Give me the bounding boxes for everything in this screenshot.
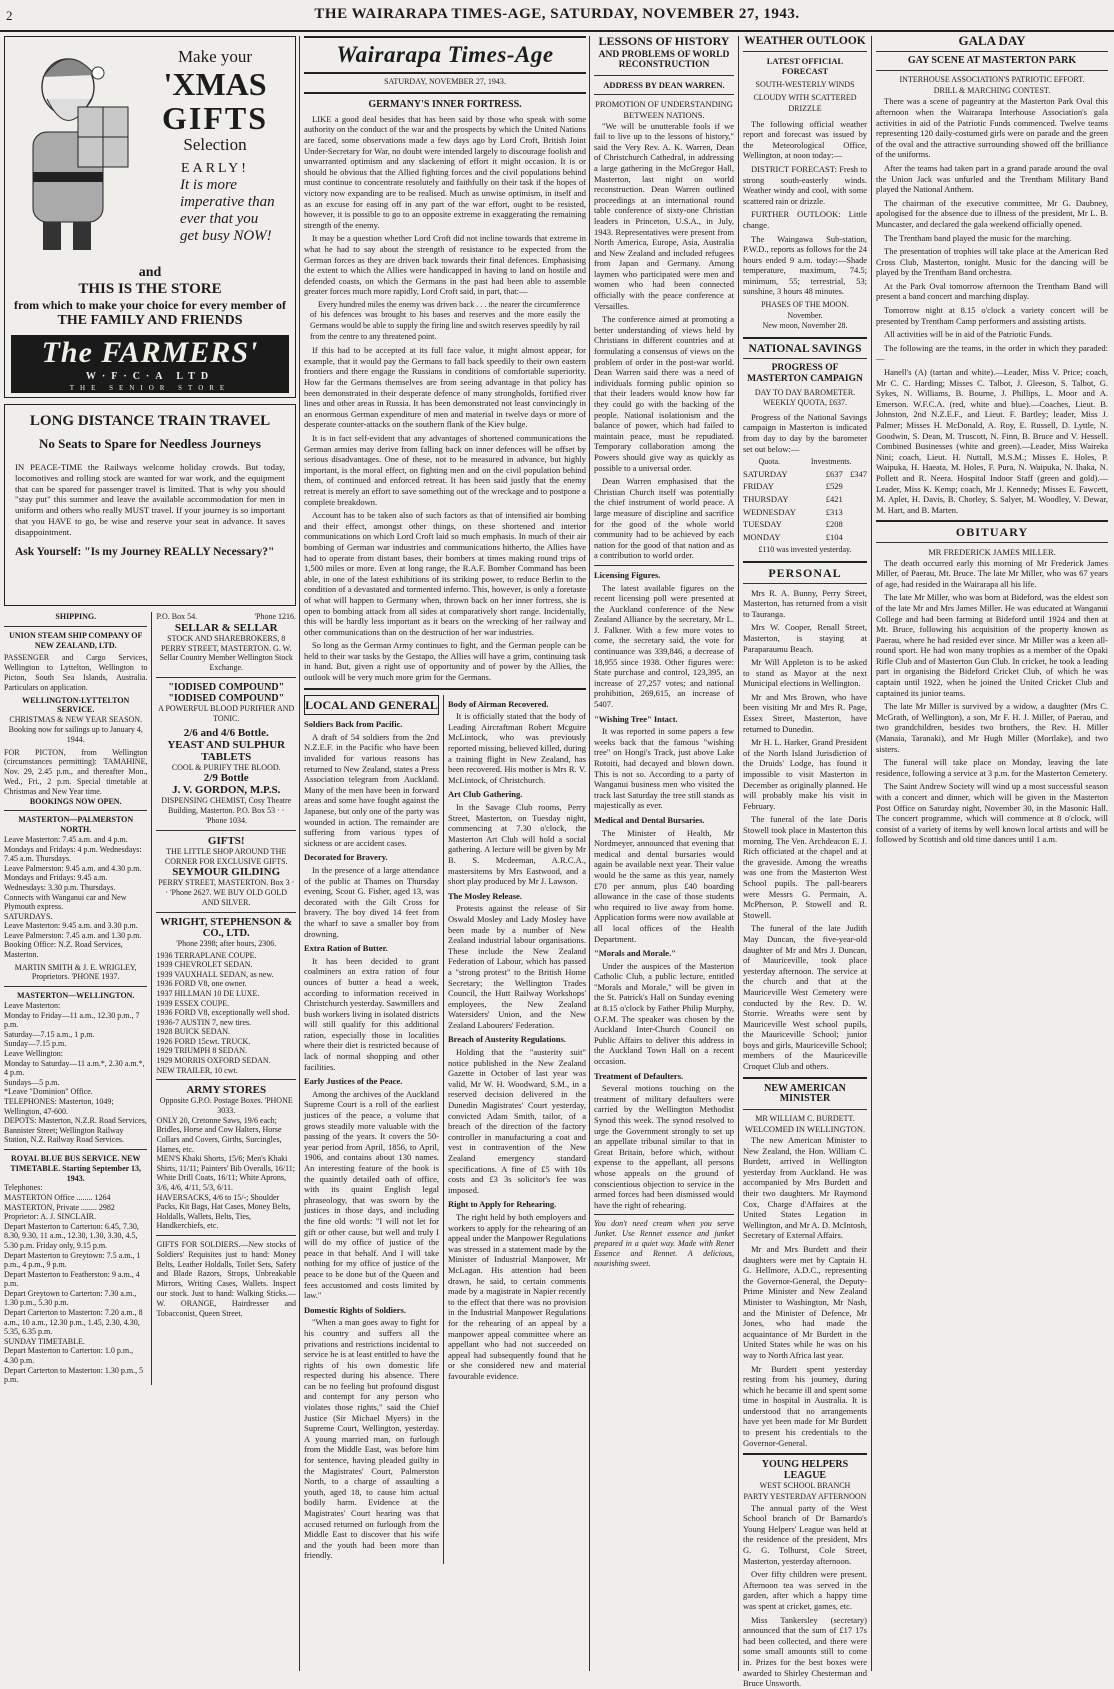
seymour-title: SEYMOUR GILDING	[172, 866, 281, 879]
local-item: Protests against the release of Sir Oswald Mosley and Lady Mosley have been made by a number of New Zealand industrial labour organisations. These include the New Zealand Federation of Labour, which has passed a "strong protest" to the British Home Secretary; the Wellington Trades Council, the Hutt Railway Workshops' employees, the New Zealand Watersiders' Union, and the New Zealand Labourers' Federation.	[448, 903, 586, 1030]
local-head: Body of Airman Recovered.	[448, 698, 549, 709]
personal-item: The funeral of the late Judith May Duncan, the five-year-old daughter of Mr and Mrs J. Duncan, of Mauriceville, took place yesterday afternoon. The service at the church and that at the Mauriceville West Cemetery were conducted by the Rev. D. W. Storrie. Wreaths were sent by Mauriceville West school pupils, the Mauriceville School; junior boys and girls, Mauriceville School; members of the Mauriceville Croquet Club and others.	[743, 923, 867, 1072]
history-para: Dean Warren emphasised that the Christian Church itself was potentially the chief instrument of world peace. A large measure of discipline and sacrifice for the good of the whole world community had to be achieved by each nation for the good of that nation and as a contribution to world order.	[594, 476, 734, 561]
minister-name: MR WILLIAM C. BURDETT.	[755, 1113, 855, 1123]
savings-day: THURSDAY	[743, 493, 789, 504]
helpers-party: PARTY YESTERDAY AFTERNOON	[743, 1492, 867, 1502]
savings-row	[743, 468, 867, 481]
savings-row	[743, 480, 867, 493]
weather-district: DISTRICT FORECAST: Fresh to strong south-easterly winds. Weather windy and cool, with some scattered rain or drizzle.	[743, 163, 867, 206]
obituary-para: The late Mr Miller is survived by a widow, a daughter (Mrs C. McGrath, of Wellington), a son, Mr F. H. J. Miller, of Paerau, and two grandchildren, besides two brothers, the Rev. H. Miller (Manaia, Taranaki), and Mr Hugh Miller (Mortlake), and two sisters.	[876, 701, 1108, 754]
cool-purify: COOL & PURIFY THE BLOOD.	[171, 762, 281, 772]
minister-title: NEW AMERICAN MINISTER	[764, 1082, 846, 1105]
local-head: Early Justices of the Peace.	[304, 1076, 403, 1087]
savings-quota-value: £421	[825, 493, 843, 504]
masthead: Wairarapa Times-Age	[336, 42, 554, 67]
savings-row	[743, 518, 867, 531]
savings-investment-value	[843, 518, 867, 531]
union-text: PASSENGER and Cargo Services, Wellington to Lyttelton, Wellington to Picton, South Sea Islands, Australia. Particulars on application.	[4, 653, 148, 692]
obituary-name: MR FREDERICK JAMES MILLER.	[928, 546, 1056, 557]
union-title: UNION STEAM SHIP COMPANY OF NEW ZEALAND, LTD.	[9, 630, 143, 650]
history-para: "We will be unutterable fools if we fail to live up to the lessons of history," said the Very Rev. A. K. Warren, Dean of Christchurch Cathedral, in addressing a large gathering in the McGregor Hall, Masterton, last night on world reconstruction. Dean Warren outlined proceedings at an international round table conference of sixty-one Christian leaders in Princeton, U.S.A., in July, 1943. Representatives were present from North America, Europe, Asia, Australia and New Zealand and included refugees from Japan and Germany. Among laymen who participated were men and women who had been connected officially with the peace conference at Versailles.	[594, 120, 734, 311]
local-head: Art Club Gathering.	[448, 789, 523, 800]
royal-blue-title: ROYAL BLUE BUS SERVICE. NEW TIMETABLE. Starting September 13, 1943.	[10, 1153, 142, 1183]
savings-quota-value: £208	[825, 519, 843, 530]
savings-quota-value: £104	[825, 531, 843, 542]
weather-substation: The Waingawa Sub-station, P.W.D., reports as follows for the 24 hours ended 9 a.m. today:—Shade temperature, maximum, 74.5; minimum, 55; terrestrial, 53; sunshine, 3 hours 48 minutes.	[743, 233, 867, 297]
wl-service: WELLINGTON-LYTTELTON SERVICE.	[22, 695, 130, 715]
savings-investment-value: £347	[850, 468, 867, 479]
editorial-para: LIKE a good deal besides that has been said by those who speak with some authority on the conduct of the war and the prospects by which the United Nations are faced, some observations made a few days ago by Lord Croft, British Joint Under-Secretary for War, no doubt were intended largely to discourage foolish and unwarranted optimism and any slackening of effort it might occasion. It is or should be obvious that the Allied fighting forces and the civil populations behind must continue to concentrate resolutely and faithfully on their task if the hopes of victory now expanding are to be realised. Much as unwise optimism, in itself and as an excuse for easing off in any part of the war effort, ought to be resisted, however, it is possible to go to an opposite extreme in exaggerating the remaining strength of the enemy.	[304, 113, 586, 230]
editorial-date: SATURDAY, NOVEMBER 27, 1943.	[384, 77, 506, 86]
seymour-text: PERRY STREET, MASTERTON. Box 3 · · 'Phone 2627. WE BUY OLD GOLD AND SILVER.	[158, 878, 295, 907]
column-left	[4, 36, 296, 1671]
savings-day: SATURDAY	[743, 468, 788, 479]
local-item: Among the archives of the Auckland Supreme Court is a roll of the earliest justices of the peace, a volume that grows steadily more valuable with the passing of the years. It covers the 50-year period from April, 1856, to April, 1906, and contains about 130 names. An interesting feature of the book is the quaintly detailed oath of office, with its quaint English legal phraseology, that was sworn by the justices in those days, and including the fine old words: "I will not let for gift or other cause, but well and truly I will do my office of justice of the peace in that behalf. And I will take nothing for my office of justice of the peace to be done but of the Queen and fees accustomed and costs limited by law."	[304, 1088, 440, 1301]
mw-text: Leave Masterton: Monday to Friday—11 a.m., 12.30 p.m., 7 p.m. Saturday—7.15 a.m., 1 p.m. Sunday—7.15 p.m. Leave Wellington: Monday to Saturday—11 a.m.*, 2.30 a.m.*, 4 p.m. Sundays—5 p.m. *Leave "Dominion" Office. TELEPHONES: Masterton, 1049; Wellington, 47-600. DEPOTS: Masterton, N.Z.R. Road Services, Bannister Street; Wellington Railway Station, N.Z. Railway Road Services.	[4, 1001, 147, 1145]
gifts-text: THE LITTLE SHOP AROUND THE CORNER FOR EXCLUSIVE GIFTS.	[164, 846, 288, 866]
train-ad-question: Ask Yourself: "Is my Journey REALLY Necessary?"	[15, 545, 275, 558]
ad-xmas: 'XMAS	[163, 66, 267, 102]
local-general-title: LOCAL AND GENERAL	[304, 695, 439, 716]
obituary-para: The death occurred early this morning of Mr Frederick James Miller, of Paerau, Mt. Bruce. The late Mr Miller, who was 67 years of age, had resided in the Wairarapa all his life.	[876, 557, 1108, 589]
gifts-title: GIFTS!	[207, 834, 245, 847]
gala-title: GALA DAY	[958, 33, 1026, 48]
savings-investment-value	[843, 506, 867, 519]
news-head: Treatment of Defaulters.	[594, 1070, 684, 1081]
gala-drill: DRILL & MARCHING CONTEST.	[933, 85, 1051, 95]
editorial-quote: Every hundred miles the enemy was driven back . . . the nearer the circumference of his defences was brought to his bases and reserves and the more easily the Germans would be able to supply the firing line and switch reserves speedily by rail from the centre to any threatened point.	[310, 299, 580, 341]
news-head: Licensing Figures.	[594, 569, 661, 580]
news-item: It was reported in some papers a few weeks back that the famous "wishing tree" on Hongi's Track, just above Lake Rotoiti, had decayed and blown down. This is not so. According to a party of Wanganui business men who visited the track last Saturday the tree still stands as majestically as ever.	[594, 726, 734, 811]
helpers-title: YOUNG HELPERS LEAGUE	[761, 1459, 849, 1481]
editorial-title: GERMANY'S INNER FORTRESS.	[368, 98, 522, 110]
farmers-tagline: THE SENIOR STORE	[11, 383, 289, 393]
history-promo: PROMOTION OF UNDERSTANDING BETWEEN NATIONS.	[595, 99, 733, 120]
gala-para: The Trentham band played the music for the marching.	[884, 232, 1072, 243]
sellar-text: STOCK AND SHAREBROKERS, 8 PERRY STREET, MASTERTON. G. W. Sellar Country Member Wellington Stock Exchange.	[159, 633, 293, 673]
new-moon: New moon, November 28.	[762, 321, 848, 331]
xmas-season: CHRISTMAS & NEW YEAR SEASON.	[9, 715, 143, 725]
blood-purifier: A POWERFUL BLOOD PURIFIER AND TONIC.	[158, 703, 295, 723]
wright-title: WRIGHT, STEPHENSON & CO., LTD.	[160, 916, 293, 939]
picton-text: FOR PICTON, from Wellington (circumstances permitting): TAMAHINE, Nov. 29, 2.45 p.m., and thereafter Mon., Wed., Fri., 2 p.m. Special timetable at Christmas and New Year time.	[4, 747, 148, 796]
local-head: Domestic Rights of Soldiers.	[304, 1304, 406, 1315]
helpers-para: Miss Tankersley (secretary) announced that the sum of £17 17s had been collected, and there were some small amounts still to come in. Prizes for the best boxes were awarded to Shirley Chesterman and Bruce Unsworth.	[743, 1614, 867, 1689]
page-number: 2	[6, 8, 13, 23]
page-header	[0, 0, 1114, 32]
army-text: ONLY 20, Cretonne Saws, 19/6 each; Bridles, Horse and Cow Halters, Horse Collars and Covers, Girths, Surcingles, Hames, etc. MEN'S Khaki Shorts, 15/6; Men's Khaki Shirts, 11/11; Painters' Bib Overalls, 16/11; White Drill Coats, 16/11; White Aprons, 3/6, 4/6, 4/11, 5/3, 6/11. HAVERSACKS, 4/6 to 15/-; Shoulder Packs, Kit Bags, Hat Cases, Money Belts, Holdalls, Wallets, Belts, Ties, Handkerchiefs, etc.	[156, 1115, 296, 1231]
news-head: "Morals and Morale."	[594, 948, 676, 959]
news-head: Medical and Dental Bursaries.	[594, 814, 705, 825]
savings-row	[743, 506, 867, 519]
minister-para: Mr and Mrs Burdett and their daughters were met by Captain H. G. Hellmore, A.D.C., representing the Governor-General, the Deputy-Prime Minister and New Zealand Minister to Washington, Mr Nash, and the Minister of Defence, Mr Jones, who had made the acquaintance of Mr Burdett in the United States while he was on his way to North Africa last year.	[743, 1243, 867, 1360]
savings-investment-value	[843, 493, 867, 506]
gala-para: All activities will be in aid of the Patriotic Funds.	[884, 329, 1053, 340]
gala-para: At the Park Oval tomorrow afternoon the Trentham Band will present a band concert and marching display.	[876, 280, 1108, 302]
ad-gifts: GIFTS	[161, 100, 269, 136]
mpn-text: Leave Masterton: 7.45 a.m. and 4 p.m. Mondays and Fridays: 4 p.m. Wednesdays: 7.45 a.m. Thursdays. Leave Palmerston: 9.45 a.m. and 4.30 p.m. Mondays and Fridays: 9.45 a.m. Wednesdays: 3.30 p.m. Thursdays. Connects with Wanganui car and New Plymouth express. SATURDAYS. Leave Masterton: 9.45 a.m. and 3.30 p.m. Leave Palmerston: 7.45 a.m. and 1.30 p.m. Booking Office: N.Z. Road Services, Masterton.	[4, 834, 142, 960]
gordon-text: DISPENSING CHEMIST, Cosy Theatre Building, Masterton. P.O. Box 53 · · 'Phone 1034.	[161, 796, 292, 825]
wright-cars: 1936 TERRAPLANE COUPE. 1939 CHEVROLET SEDAN. 1939 VAUXHALL SEDAN, as new. 1936 FORD V8, one owner. 1937 HILLMAN 10 DE LUXE. 1939 ESSEX COUPE. 1936 FORD V8, exceptionally well shod. 1936-7 AUSTIN 7, new tires. 1928 BUICK SEDAN. 1926 FORD 15cwt. TRUCK. 1929 TRIUMPH 8 SEDAN. 1929 MORRIS OXFORD SEDAN. NEW TRAILER, 10 cwt.	[156, 950, 290, 1075]
farmers-ad	[4, 36, 296, 398]
savings-day: WEDNESDAY	[743, 506, 797, 517]
savings-quota-value: £529	[825, 481, 843, 492]
personal-item: Mr Will Appleton is to be asked to stand as Mayor at the next Municipal elections in Wellington.	[743, 657, 867, 689]
local-head: Soldiers Back from Pacific.	[304, 719, 403, 730]
mw-title: MASTERTON—WELLINGTON.	[17, 991, 135, 1001]
personal-item: The funeral of the late Doris Stowell took place in Masterton this morning. The Ven. Archdeacon E. J. Rich officiated at the chapel and at the graveside. Among the wreaths was one from the Masterton West School pupils. The pall-bearers were Messrs G. Permain, A. McPherson, P. Stowell and R. Stowell.	[743, 814, 867, 920]
booking-now: Booking now for sailings up to January 4, 1944.	[8, 724, 143, 744]
farmers-logo: The FARMERS'	[11, 335, 289, 371]
local-item: In the presence of a large attendance of the public at Thames on Thursday evening, Scout G. Fisher, aged 13, was decorated with the Gilt Cross for bravery. The boy dived 14 feet from the wharf to save a smaller boy from drowning.	[304, 864, 440, 939]
ad-make-your: Make your	[177, 47, 253, 66]
farmers-logo-sub: W·F·C·A LTD	[11, 371, 289, 383]
price-1: 2/6 and 4/6 Bottle.	[183, 726, 269, 739]
gala-teams: Hanell's (A) (tartan and white).—Leader, Miss V. Price; coach, Mr C. C. Harding; Misses C. Talbot, J. Gleeson, S. Talbot, G. Sykes, N. Williams, B. Bourne, J. Phillips, L. Moor and A. Emerson. W.F.C.A. (red, white and blue).—Coaches, Lieut. B. Johnston, 2nd N.Z.E.F., and Lieut. F. Bartley; leader, Miss J. Palmer; Misses H. McDonald, A. Roy, E. Russell, D. Lyttle, N. Goodwin, S. Dean, M. Truscott, N. Finn, B. Bruce and V. Hessell. Combined Businesses (white and green).—Leader, Miss Waireka Nini; coach, Lieut. H. Nuttall, M.S.M.; Misses E. Holes, P. Waipuka, H. Haeata, M. Holes, F. Pura, N. Waipuka, N. Ihaka, N. Pollett and R. Neera. Hospital Indoor Staff (green and gold).—Leader, Miss K. Kemp; coach, Mr J. Kennedy; Misses E. Fawcett, M. Aplet, H. Davis, B. Chorley, S. Salyer, M. Woodley, V. Dewar, M. Hart, and B. Marten.	[876, 367, 1108, 515]
train-ad-subtitle: No Seats to Spare for Needless Journeys	[39, 436, 261, 451]
history-column	[594, 36, 734, 1671]
minister-para: Mr Burdett spent yesterday resting from his journey, during which he became ill and spent some time in hospital in Australia. It is understood that no arrangements have yet been made for Mr Burdett to present his credentials to the Governor-General.	[743, 1363, 867, 1448]
weather-intro: The following official weather report and forecast was issued by the Meteorological Office, Wellington, at noon today:—	[743, 118, 867, 161]
weather-latest: LATEST OFFICIAL FORECAST	[766, 55, 844, 77]
history-title: LESSONS OF HISTORY	[598, 34, 730, 48]
ad-early: EARLY!	[181, 161, 249, 176]
sellar-pobox: P.O. Box 54.	[156, 612, 198, 621]
personal-item: Mrs R. A. Bunny, Perry Street, Masterton, has returned from a visit to Tauranga.	[743, 587, 867, 619]
savings-row	[743, 493, 867, 506]
local-head: Right to Apply for Rehearing.	[448, 1199, 557, 1210]
local-item: The right held by both employers and workers to apply for the rehearing of an appeal under the Manpower Regulations was stressed in a statement made by the Minister of Industrial Manpower, Mr McLagan. His attention had been drawn, he said, to certain comments made by a magistrate in Napier recently to the effect that there was no provision in the Industrial Manpower Regulations for the rehearing of an appeal by a manpower appeal committee where an appellant who had not succeeded on appeal had subsequently found that he or she considered new and material favourable evidence.	[448, 1211, 586, 1381]
moon-phases: PHASES OF THE MOON.	[761, 300, 849, 310]
weather-winds: SOUTH-WESTERLY WINDS	[755, 79, 855, 89]
savings-row	[743, 531, 867, 544]
local-item: In the Savage Club rooms, Perry Street, Masterton, on Tuesday night, commencing at 7.30 o'clock, the Masterton Art Club will hold a social gathering. A lecture will be given by Mr B. S. Mcdeeman, A.R.C.A., mastersitems by Mrs Eastwood, and a short play produced by Mr J. Lawson.	[448, 802, 586, 887]
gordon-title: J. V. GORDON, M.P.S.	[172, 784, 281, 797]
savings-progress: PROGRESS OF MASTERTON CAMPAIGN	[747, 363, 863, 385]
iodised-1: "IODISED COMPOUND"	[168, 681, 285, 693]
weather-cloudy: CLOUDY WITH SCATTERED DRIZZLE	[753, 93, 857, 113]
iodised-2: "IODISED COMPOUND"	[168, 692, 285, 704]
helpers-para: The annual party of the West School branch of Dr Barnardo's Young Helpers' League was held at the residence of the president, Mrs G. G. Tolhurst, Cole Street, Masterton, yesterday afternoon.	[743, 1502, 867, 1566]
helpers-para: Over fifty children were present. Afternoon tea was served in the garden, after which a happy time was spent at cricket, games, etc.	[743, 1569, 867, 1611]
editorial-para: If this had to be accepted at its full face value, it might almost appear, for example, that it would pay the Germans to fall back speedily to their own eastern frontiers and there engage the Russians in conditions of comfortable superiority. How far the Germans themselves are from seeing advantage in that policy has been demonstrated in their desperate defence of many strongholds, fortified river lines and other areas in Russia. It has been demonstrated not least convincingly in an enormous German expenditure of men and material in twelve days or more of desperate counter-attacks on the southern flank of the Kiev bulge.	[304, 345, 586, 430]
newspaper-header-title: THE WAIRARAPA TIMES-AGE, SATURDAY, NOVEMBER 27, 1943.	[314, 6, 800, 22]
gala-para: The chairman of the executive committee, Mr G. Daubney, apologised for the absence due to illness of the president, Mr L. B. Muncaster, and declared the gala weekend officially opened.	[876, 197, 1108, 229]
shipping-heading: SHIPPING.	[55, 612, 97, 621]
news-head: "Wishing Tree" Intact.	[594, 713, 678, 724]
gala-column	[876, 33, 1108, 1671]
history-para: The conference aimed at promoting a better understanding of views held by Christians in different countries and at formulating a consensus of views on the problem of order in the post-war world. Dean Warren said there was a need of individuals forming public opinion so that their leaders would know how far they could go with the backing of the people. National isolationism and the balance of power, which had failed to maintain peace, must be repudiated. Temporary collaboration among the Powers should give way as quickly as possible to a universal order.	[594, 314, 734, 473]
price-2: 2/9 Bottle	[203, 772, 249, 785]
local-item: It has been decided to grant coalminers an extra ration of four ounces of butter a head a week, according to information received in Christchurch yesterday. Sawmillers and bush workers living in isolated districts will still qualify for this additional ration, especially those in localities where their diet is restricted because of lack of normal shopping and other facilities.	[304, 955, 440, 1072]
news-item: Under the auspices of the Masterton Catholic Club, a public lecture, entitled "Morals and Morale," will be given in the St. Patrick's Hall on Sunday evening at 8.15 o'clock by Father Philip Murphy, O.F.M. The speaker was chosen by the Auckland Inter-Church Council on Public Affairs to deliver this address in the Auckland Town Hall on a recent occasion.	[594, 960, 734, 1067]
savings-quota-value: £637	[825, 468, 843, 479]
gala-para: After the teams had taken part in a grand parade around the oval the Union Jack was unfurled and the Trentham Military Band played the National Anthem.	[876, 162, 1108, 195]
gala-assoc: INTERHOUSE ASSOCIATION'S PATRIOTIC EFFORT.	[899, 75, 1085, 85]
local-item: It is officially stated that the body of Leading Aircraftman Robert Mcguire McLintock, who was previously reported missing, believed killed, during a training flight in New Zealand, has been recovered. His mother is Mrs R. V. McLintock, of Christchurch.	[448, 711, 586, 785]
weather-column	[743, 35, 867, 1689]
sellar-title: SELLAR & SELLAR	[174, 621, 278, 634]
news-item: Several motions touching on the treatment of military defaulters were carried by the Wellington Methodist Synod this week. The synod resolved to urge the Government strongly to set up an appellate tribunal similar to that in Great Britain, before which, without expense to the appellant, all persons whose appeals on the ground of conscientious objection to service in the armed forces had been dismissed would have the right of rehearing.	[594, 1083, 734, 1210]
savings-day: TUESDAY	[743, 519, 782, 530]
ad-family: THE FAMILY AND FRIENDS	[57, 313, 243, 328]
minister-welcomed: WELCOMED IN WELLINGTON.	[744, 1124, 866, 1135]
local-head: Extra Ration of Butter.	[304, 943, 388, 954]
train-ad	[4, 404, 296, 606]
shipping-column	[4, 612, 152, 1385]
local-item: Holding that the "austerity suit" notice published in the New Zealand Gazette in October of last year was valid, Mr W. H. Woodward, S.M., in a reserved decision delivered in the Dunedin Magistrates' Court yesterday, convicted Adam Smith, tailor, of a breach of the direction of the factory controller in manufacturing a coat and vest in contravention of the New Zealand emergency standard specifications. A fine of £5 with 10s costs and £3 3s solicitor's fee was imposed.	[448, 1047, 586, 1195]
santa-illustration	[13, 47, 133, 257]
gala-para: The following are the teams, in the order in which they paraded:—	[876, 342, 1108, 364]
personal-title: PERSONAL	[768, 565, 842, 580]
personal-item: Mr H. L. Harker, Grand President of the North Island Jurisdiction of the Druids' Lodge, has found it impossible to visit Masterton in December as originally planned. He will probably make his visit in February.	[743, 737, 867, 811]
obituary-title: OBITUARY	[955, 525, 1029, 540]
savings-day: MONDAY	[743, 531, 781, 542]
history-address: ADDRESS BY DEAN WARREN.	[603, 79, 725, 90]
minister-para: The new American Minister to New Zealand, the Hon. William C. Burdett, arrived in Wellington yesterday from Auckland. He was accompanied by Mrs Burdett and their two daughters. Mr Raymond Cox, Charge d'Affaires at the United States Legation in Wellington, and Mr A. D. McIntosh, Secretary of External Affairs.	[743, 1135, 867, 1241]
news-item: The latest available figures on the recent licensing poll were presented at the Auckland conference of the New Zealand Alliance by the secretary, Mr L. J. Falkner. With a few more votes to come, the secretary said, the vote for continuance was 339,846, a decrease of 18,955 since 1938. Other figures were: State purchase and control, 123,395, an increase of 27,257 votes; and national prohibition, 269,615, an increase of 5407.	[594, 582, 734, 710]
ad-from: from which to make your choice for every member of	[13, 298, 287, 312]
bookings-open: BOOKINGS NOW OPEN.	[29, 796, 122, 806]
obituary-para: The Saint Andrew Society will wind up a most successful season with a concert and dinner, which will be given in the Masterton Post Office on Saturday night, November 30, in the Masonic Hall. The concert programme, which will commence at 8 o'clock, will consist of a variety of items by well known local artists and will be followed by Scottish and old time dances until 1 a.m.	[876, 781, 1108, 845]
gala-para: The presentation of trophies will take place at the American Red Cross Club, Masterton, tonight. Music for the dancing will be played by the Trentham Band orchestra.	[876, 246, 1108, 278]
gala-para: There was a scene of pageantry at the Masterton Park Oval this afternoon when the Wairarapa Interhouse Association's gala activities in aid of the Patriotic Funds commenced. Twelve teams representing 120 daily-costumed girls were on parade and the green of the oval and the attractive surrounding showed off the brilliance of the uniforms.	[876, 96, 1108, 160]
local-item: A draft of 54 soldiers from the 2nd N.Z.E.F. in the Pacific who have been invalided for various reasons has returned to New Zealand, states a Press Association telegram from Auckland. Many of the men have been in forward areas and some have fought against the Japanese, but only one of the party was wounded in action. The remainder are suffering from various types of sickness or are accident cases.	[304, 731, 440, 848]
news-item: The Minister of Health, Mr Nordmeyer, announced that evening that medical and dental bursaries would again be available next year. Their value would be the same as this year, namely £70 per annum, plus £40 boarding allowance in the case of those students who required to live away from home. Application forms were now available at all local offices of the Health Department.	[594, 827, 734, 944]
obituary-para: The late Mr Miller, who was born at Bideford, was the eldest son of the late Mr and Mrs James Miller. He was educated at Wanganui College and had been farming at Bideford until 1924 and then at Mt. Bruce, following his acquisition of the property known as Paerau, where he had resided ever since. Mr Miller was a keen all-round sport. He had won many trophies as a member of the Opaki Rifle Club and of Masterton Gun Club. In cricket, he took a leading part in organising the Bideford Cricket Club, of which he was captain until 1922, when he joined the United Cricket Club and captained its junior teams.	[876, 592, 1108, 698]
weather-further: FURTHER OUTLOOK: Little change.	[743, 209, 867, 230]
gala-sub: GAY SCENE AT MASTERTON PARK	[907, 54, 1077, 66]
savings-quota-value: £313	[825, 506, 843, 517]
obituary-para: The funeral will take place on Monday, leaving the late residence, following a service at 3 p.m. for the Masterton Cemetery.	[876, 757, 1108, 778]
sellar-phone: 'Phone 1216.	[254, 612, 296, 621]
wright-phone: 'Phone 2398; after hours, 2306.	[176, 938, 277, 948]
savings-investment-value	[843, 531, 867, 544]
editorial-para: So long as the German Army continues to fight, and the German people can be held to their war tasks by the Gestapo, the Allies will have a grim, continuing task in hand. But, given a right use of opportunity and of power by the Allies, the outlook will be very much more grim for the Germans.	[304, 640, 586, 683]
col-quota: Quota.	[758, 457, 780, 467]
local-head: Decorated for Bravery.	[304, 852, 388, 863]
savings-investment-value	[843, 480, 867, 493]
ad-store: THIS IS THE STORE	[78, 281, 222, 297]
soldiers-gifts: GIFTS FOR SOLDIERS.—New stocks of Soldiers' Requisites just to hand: Money Belts, Leather Holdalls, Toilet Sets, Safety and Blade Razors, Strops, Unbreakable Mirrors, Writing Cases, Wallets. Inspect our stock. Just to hand: Walking Sticks.—W. ORANGE, Hairdresser and Tobacconist, Queen Street.	[156, 1239, 296, 1318]
ad-selection: Selection	[183, 135, 247, 154]
weather-title: WEATHER OUTLOOK	[744, 35, 866, 47]
helpers-branch: WEST SCHOOL BRANCH	[759, 1481, 851, 1491]
editorial-column	[304, 36, 586, 1671]
ads-column	[152, 612, 296, 1385]
ad-and: and	[138, 265, 162, 280]
local-head: Breach of Austerity Regulations.	[448, 1034, 566, 1045]
army-title: ARMY STORES	[186, 1084, 267, 1097]
savings-quota: WEEKLY QUOTA, £637.	[762, 398, 848, 408]
ad-slogan: It is more imperative than ever that you get busy NOW!	[180, 177, 275, 244]
local-item: "When a man goes away to fight for his country and suffers all the privations and restrictions incidental to service he is at least entitled to have the rights of his own domestic life respected during his absence. There can be no feeling but profound disgust and contempt for any person who violates those rights," said the Chief Justice (Sir Michael Myers) in the Supreme Court, Wellington, yesterday. A young married man, on furlough from the Middle East, was before him for sentence, having pleaded guilty in the Magistrates' Court, Palmerston North, to a charge of assaulting a youth, aged 18, to cause him actual bodily harm. Evidence at the Magistrates' Court hearing was that accused returned on furlough from the Middle East to discover that his wife and the youth had been more than friendly.	[304, 1317, 440, 1561]
gala-para: Tomorrow night at 8.15 o'clock a variety concert will be presented by Trentham Camp performers and assisting artists.	[876, 305, 1108, 326]
royal-blue-text: Telephones: MASTERTON Office ........ 1264 MASTERTON, Private ........ 2982 Proprietor: A. J. SINCLAIR. Depart Masterton to Carterton: 6.45, 7.30, 8.30, 9.30, 11 a.m., 12.30, 1.30, 3.30, 4.5, 5.30 p.m. Friday only, 9.15 p.m. Depart Masterton to Greytown: 7.5 a.m., 1 p.m., 4 p.m., 9 p.m. Depart Masterton to Featherston: 9 a.m., 4 p.m. Depart Greytown to Carterton: 7.30 a.m., 1.30 p.m., 5.30 p.m. Depart Carterton to Masterton: 7.20 a.m., 8 a.m., 10 a.m., 12.30 p.m., 1.45, 2.30, 4.30, 5.35, 6.35 p.m. SUNDAY TIMETABLE. Depart Masterton to Carterton: 1.0 p.m., 4.30 p.m. Depart Carterton to Masterton: 1.30 p.m., 5 p.m.	[4, 1183, 144, 1385]
editorial-para: It may be a question whether Lord Croft did not incline towards that extreme in what he had to say about the strength of resistance to be expected from the German forces as they are driven back towards their final defences. Emphasising the extent to which the Allies were handicapped in having to land on hostile and defended coasts, on which the Germans in the past had been able to assemble greater forces much more rapidly, Lord Croft said, in part, that:—	[304, 233, 586, 297]
junket-ad: You don't need cream when you serve Junket. Use Rennet essence and junket prepared in a quiet way. Made with Renet Essence and Rennet. A delicious, nourishing sweet.	[594, 1219, 734, 1268]
savings-title: NATIONAL SAVINGS	[748, 342, 862, 355]
local-head: The Mosley Release.	[448, 890, 522, 901]
mpn-title: MASTERTON—PALMERSTON NORTH.	[18, 815, 134, 835]
moon-month: November.	[787, 310, 823, 320]
savings-day: FRIDAY	[743, 481, 774, 492]
editorial-para: Account has to be taken also of such factors as that of intensified air bombing and their effect, amongst other things, on these shortened and interior communications on which Lord Croft laid so much emphasis. In much of their air bombing of German war industries and communications hitherto, the Allies have had to operate from distant bases, their bombers at times making round trips of 1,500 miles or more. Even at long range, the R.A.F. Bomber Command has been able, in one of the latest exhibitions of its striking power, to reduce Berlin to the condition of a devastated and tormented inferno. This, however, is only a foretaste of what will happen to Germany when, thrown back on her inner fortress, she is open to bombing attack from all sides at comparatively short range. Incidentally, this will be hardly less important as it bears on the wrecking of her railway and other communications than on the destruction of her war industries.	[304, 510, 586, 637]
savings-note: £110 was invested yesterday.	[758, 545, 852, 555]
yeast-tablets: YEAST AND SULPHUR TABLETS	[167, 738, 286, 763]
army-sub: Opposite G.P.O. Postage Boxes. 'PHONE 3033.	[159, 1096, 293, 1116]
editorial-para: It is in fact self-evident that any advantages of shortened communications the German armies may derive from falling back on inner defences will be offset by serious disadvantages. One of these, not to be measured in advance, but highly important, is the moral effect, on fighting men and on the civil population behind them, of continued and enforced retreat. It has been said justly that the enemy retreat is merely an effort to save something out of the wreckage and to postpone a complete breakdown.	[304, 433, 586, 507]
savings-table	[743, 468, 867, 544]
col-investments: Investments.	[810, 457, 852, 467]
train-ad-body: IN PEACE-TIME the Railways welcome holiday crowds. But today, locomotives and rolling stock are wanted for war work, and the equipment that can be spared for passenger travel is limited. That is why you should "stay put" this summer and leave the available accommodation for men in uniform and others who really MUST travel. If your journey is so important that you HAVE to go, be wise and reserve your seat in advance. It saves disappointment.	[15, 462, 285, 537]
savings-intro: Progress of the National Savings campaign in Masterton is indicated from day to day by the barometer set out below:—	[743, 411, 867, 454]
savings-barometer: DAY TO DAY BAROMETER.	[754, 387, 856, 397]
personal-item: Mr and Mrs Brown, who have been visiting Mr and Mrs R. Page, Essex Street, Masterton, have returned to Dunedin.	[743, 691, 867, 734]
history-sub: AND PROBLEMS OF WORLD RECONSTRUCTION	[598, 49, 730, 71]
train-ad-title: LONG DISTANCE TRAIN TRAVEL	[29, 413, 271, 429]
personal-item: Mrs W. Cooper, Renall Street, Masterton, is staying at Paraparaumu Beach.	[743, 622, 867, 654]
martin-smith: MARTIN SMITH & J. E. WRIGLEY, Proprietors. 'PHONE 1937.	[14, 962, 137, 982]
